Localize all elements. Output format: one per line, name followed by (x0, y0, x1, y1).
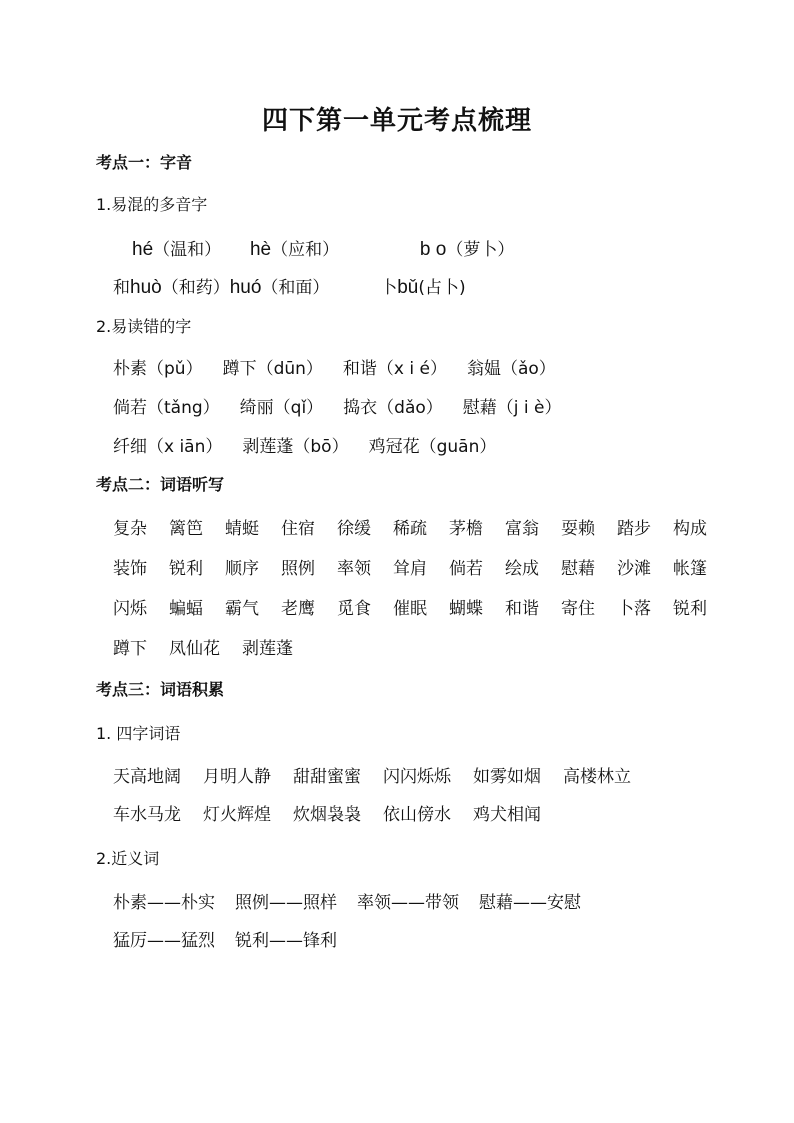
word-item: 徐缓 (337, 519, 371, 539)
pinyin-bo: b o (419, 239, 447, 260)
list-item: 和谐（x i é） (342, 359, 447, 379)
pinyin-huo2: huó (229, 277, 262, 298)
word-item: 绘成 (505, 559, 539, 579)
synonym-pair: 猛厉——猛烈 (113, 931, 215, 951)
word-item: 装饰 (113, 559, 147, 579)
list-item: 绮丽（qǐ） (239, 398, 324, 418)
word-item: 卜落 (617, 599, 651, 619)
subheading-idioms: 1. 四字词语 (96, 724, 181, 743)
word-item: 蝙蝠 (169, 599, 203, 619)
list-item: 蹲下（dūn） (222, 359, 323, 379)
section-heading-vocabulary: 考点三：词语积累 (96, 680, 225, 699)
note-wenhe: （温和） (153, 240, 222, 260)
word-item: 构成 (673, 519, 707, 539)
word-item: 慰藉 (561, 559, 595, 579)
subheading-misread: 2.易读错的字 (96, 317, 192, 336)
idiom-item: 炊烟袅袅 (293, 805, 361, 825)
word-item: 顺序 (225, 559, 259, 579)
dictation-row-1 (113, 514, 729, 539)
note-yinghe: （应和） (271, 240, 340, 260)
synonyms-row-1 (113, 888, 601, 913)
dictation-row-4 (113, 634, 315, 659)
misread-row-1 (113, 354, 576, 379)
word-item: 耍赖 (561, 519, 595, 539)
section-heading-dictation: 考点二：词语听写 (96, 475, 225, 494)
synonym-pair: 照例——照样 (235, 893, 337, 913)
word-item: 篱笆 (169, 519, 203, 539)
word-item: 帐篷 (673, 559, 707, 579)
list-item: 捣衣（dǎo） (343, 398, 443, 418)
word-item: 老鹰 (281, 599, 315, 619)
list-item: 朴素（pǔ） (113, 359, 203, 379)
dictation-row-2 (113, 554, 729, 579)
note-luobo: （萝卜） (446, 240, 515, 260)
polyphonic-line-2 (113, 273, 466, 299)
word-item: 蹲下 (113, 639, 147, 659)
idiom-item: 灯火辉煌 (203, 805, 271, 825)
word-item: 剥莲蓬 (242, 639, 293, 659)
note-heyao: （和药） (161, 278, 230, 298)
subheading-polyphonic: 1.易混的多音字 (96, 195, 208, 214)
word-item: 锐利 (673, 599, 707, 619)
idiom-item: 闪闪烁烁 (383, 767, 451, 787)
page-title: 四下第一单元考点梳理 (261, 106, 532, 136)
list-item: 慰藉（j i è） (462, 398, 562, 418)
word-item: 照例 (281, 559, 315, 579)
subheading-synonyms: 2.近义词 (96, 849, 160, 868)
synonym-pair: 朴素——朴实 (113, 893, 215, 913)
word-item: 催眠 (393, 599, 427, 619)
list-item: 倘若（tǎng） (113, 398, 220, 418)
idiom-item: 月明人静 (203, 767, 271, 787)
word-item: 沙滩 (617, 559, 651, 579)
word-item: 锐利 (169, 559, 203, 579)
word-item: 闪烁 (113, 599, 147, 619)
list-item: 鸡冠花（guān） (368, 437, 497, 457)
idioms-row-1 (113, 762, 653, 787)
pinyin-bu3: bǔ (397, 277, 419, 298)
pinyin-he2: hé (132, 239, 154, 260)
word-item: 和谐 (505, 599, 539, 619)
note-zhanbu: (占卜) (418, 278, 466, 298)
idiom-item: 天高地阔 (113, 767, 181, 787)
char-bu: 卜 (380, 278, 398, 298)
word-item: 复杂 (113, 519, 147, 539)
polyphonic-line-1 (132, 235, 514, 261)
word-item: 茅檐 (449, 519, 483, 539)
pinyin-he4: hè (249, 239, 272, 260)
misread-row-2 (113, 393, 582, 418)
synonym-pair: 锐利——锋利 (235, 931, 337, 951)
word-item: 率领 (337, 559, 371, 579)
section-heading-pronunciation: 考点一：字音 (96, 153, 193, 172)
word-item: 寄住 (561, 599, 595, 619)
dictation-row-3 (113, 594, 729, 619)
word-item: 住宿 (281, 519, 315, 539)
word-item: 耸肩 (393, 559, 427, 579)
list-item: 翁媪（ǎo） (466, 359, 556, 379)
idiom-item: 甜甜蜜蜜 (293, 767, 361, 787)
idiom-item: 依山傍水 (383, 805, 451, 825)
word-item: 蜻蜓 (225, 519, 259, 539)
word-item: 觅食 (337, 599, 371, 619)
synonyms-row-2 (113, 926, 357, 951)
idiom-item: 车水马龙 (113, 805, 181, 825)
misread-row-3 (113, 432, 516, 457)
list-item: 纤细（x iān） (113, 437, 223, 457)
word-item: 踏步 (617, 519, 651, 539)
idioms-row-2 (113, 800, 563, 825)
word-item: 稀疏 (393, 519, 427, 539)
idiom-item: 高楼林立 (563, 767, 631, 787)
char-he: 和 (113, 278, 130, 298)
list-item: 剥莲蓬（bō） (242, 437, 349, 457)
word-item: 倘若 (449, 559, 483, 579)
word-item: 蝴蝶 (449, 599, 483, 619)
synonym-pair: 慰藉——安慰 (479, 893, 581, 913)
idiom-item: 鸡犬相闻 (473, 805, 541, 825)
word-item: 富翁 (505, 519, 539, 539)
word-item: 凤仙花 (169, 639, 220, 659)
note-hemian: （和面） (261, 278, 330, 298)
pinyin-huo4: huò (130, 277, 162, 298)
idiom-item: 如雾如烟 (473, 767, 541, 787)
synonym-pair: 率领——带领 (357, 893, 459, 913)
word-item: 霸气 (225, 599, 259, 619)
